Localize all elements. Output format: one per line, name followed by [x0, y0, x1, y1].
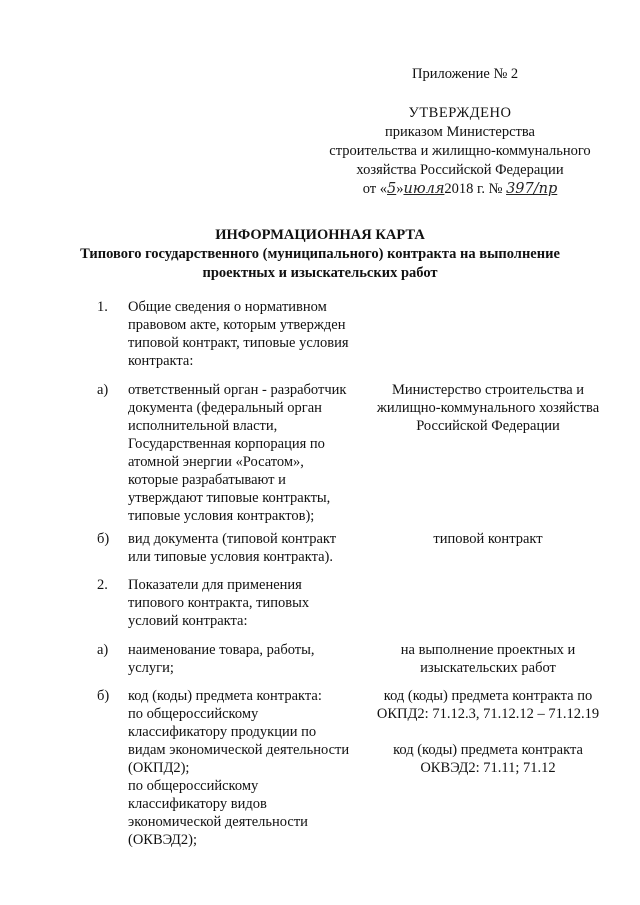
- handwritten-day: 5: [387, 181, 397, 197]
- value-line: ОКВЭД2: 71.11; 71.12: [420, 760, 556, 776]
- desc-line: классификатору видов: [128, 796, 267, 812]
- item-value: [362, 530, 614, 548]
- desc-line: по общероссийскому: [128, 706, 259, 722]
- title-sub-line-1: Типового государственного (муниципального) контракта на выполнение: [80, 246, 560, 262]
- desc-line: классификатору продукции по: [128, 724, 317, 740]
- value-line: код (коды) предмета контракта по: [383, 688, 593, 704]
- value-line: [362, 723, 614, 741]
- desc-line: наименование товара, работы,: [128, 642, 315, 658]
- desc-line: которые разрабатывают и: [128, 472, 286, 488]
- document-title: [60, 226, 580, 283]
- approval-block: [310, 104, 610, 199]
- item-description: [128, 381, 368, 525]
- desc-line: по общероссийскому: [128, 778, 259, 794]
- order-date-line: [310, 180, 610, 199]
- desc-line: видам экономической деятельности: [128, 742, 350, 758]
- value-line: жилищно-коммунального хозяйства: [376, 400, 600, 416]
- desc-line: утверждают типовые контракты,: [128, 490, 331, 506]
- desc-line: типовые условия контрактов);: [128, 508, 315, 524]
- desc-line: Показатели для применения: [128, 577, 302, 593]
- value-line: изыскательских работ: [420, 660, 556, 676]
- desc-line: правовом акте, которым утвержден: [128, 317, 346, 333]
- value-line: Российской Федерации: [416, 418, 560, 434]
- item-number: б): [97, 531, 110, 547]
- desc-line: вид документа (типовой контракт: [128, 531, 337, 547]
- approved-stamp-text: УТВЕРЖДЕНО: [408, 105, 512, 121]
- date-prefix: от «: [362, 181, 387, 197]
- desc-line: атомной энергии «Росатом»,: [128, 454, 304, 470]
- desc-line: типового контракта, типовых: [128, 595, 310, 611]
- desc-line: или типовые условия контракта).: [128, 549, 333, 565]
- desc-line: условий контракта:: [128, 613, 248, 629]
- item-value: [362, 641, 614, 677]
- desc-line: документа (федеральный орган: [128, 400, 322, 416]
- item-description: [128, 641, 368, 677]
- item-number: 1.: [97, 299, 108, 315]
- order-line-2: строительства и жилищно-коммунального: [329, 143, 591, 159]
- appendix-label: Приложение № 2: [412, 66, 519, 82]
- value-line: Министерство строительства и: [391, 382, 585, 398]
- handwritten-month: июля: [403, 181, 445, 197]
- value-line: код (коды) предмета контракта: [393, 742, 583, 758]
- value-line: ОКПД2: 71.12.3, 71.12.12 – 71.12.19: [376, 706, 600, 722]
- item-description: [128, 530, 368, 566]
- desc-line: услуги;: [128, 660, 174, 676]
- item-value: [362, 381, 614, 435]
- desc-line: контракта:: [128, 353, 194, 369]
- desc-line: (ОКВЭД2);: [128, 832, 197, 848]
- date-mid: »: [396, 181, 404, 197]
- title-sub-line-2: проектных и изыскательских работ: [202, 265, 438, 281]
- desc-line: (ОКПД2);: [128, 760, 190, 776]
- item-number: б): [97, 688, 110, 704]
- item-description: [128, 576, 368, 630]
- value-line: типовой контракт: [433, 531, 543, 547]
- item-value: [362, 687, 614, 777]
- item-number: а): [97, 642, 109, 658]
- desc-line: исполнительной власти,: [128, 418, 278, 434]
- date-year: 2018 г. №: [444, 181, 503, 197]
- title-main: ИНФОРМАЦИОННАЯ КАРТА: [215, 227, 425, 243]
- value-line: на выполнение проектных и: [400, 642, 576, 658]
- desc-line: экономической деятельности: [128, 814, 308, 830]
- desc-line: код (коды) предмета контракта:: [128, 688, 322, 704]
- item-description: [128, 687, 368, 849]
- item-number: а): [97, 382, 109, 398]
- order-line-1: приказом Министерства: [385, 124, 535, 140]
- handwritten-order-number: 397/пр: [506, 181, 558, 197]
- desc-line: типовой контракт, типовые условия: [128, 335, 349, 351]
- desc-line: Общие сведения о нормативном: [128, 299, 327, 315]
- desc-line: Государственная корпорация по: [128, 436, 325, 452]
- order-line-3: хозяйства Российской Федерации: [356, 162, 564, 178]
- item-description: [128, 298, 368, 370]
- desc-line: ответственный орган - разработчик: [128, 382, 347, 398]
- item-number: 2.: [97, 577, 108, 593]
